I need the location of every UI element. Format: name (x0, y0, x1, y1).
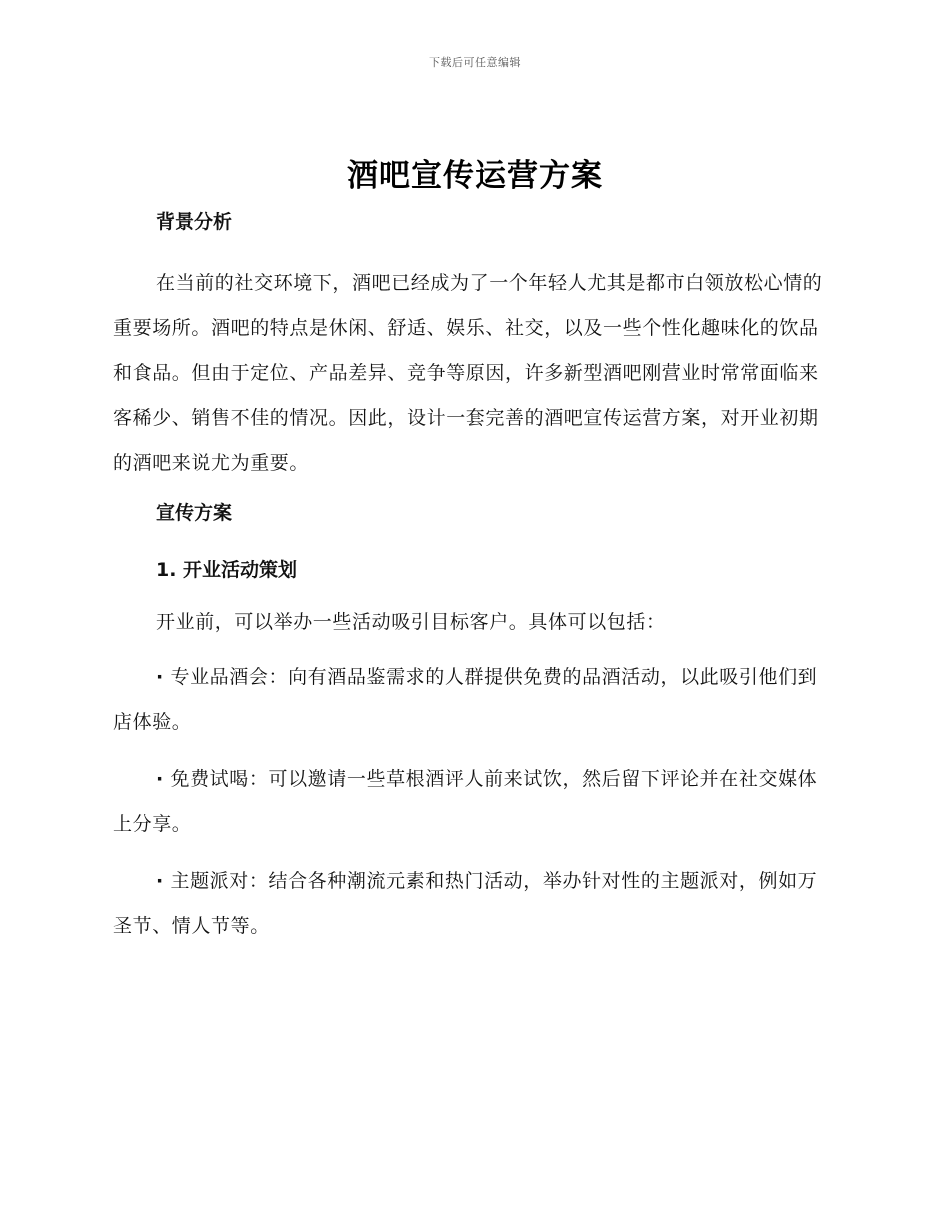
document-body (113, 204, 833, 958)
bullet-item-theme-party (113, 859, 833, 949)
background-paragraph: 在当前的社交环境下，酒吧已经成为了一个年轻人尤其是都市白领放松心情的重要场所。酒吧的特点是休闲、舒适、娱乐、社交，以及一些个性化趣味化的饮品和食品。但由于定位、产品差异、竞争等原因，许多新型酒吧刚营业时常常面临来客稀少、销售不佳的情况。因此，设计一套完善的酒吧宣传运营方案，对开业初期的酒吧来说尤为重要。 (113, 272, 823, 474)
bullet-item-free-trial (113, 757, 833, 847)
bullet-item-tasting (113, 655, 833, 745)
intro-paragraph: 开业前，可以举办一些活动吸引目标客户。具体可以包括： (156, 611, 666, 633)
header-note: 下载后可任意编辑 (429, 56, 521, 69)
document-title: 酒吧宣传运营方案 (347, 158, 603, 194)
subsection-heading-opening-events: 1. 开业活动策划 (156, 559, 298, 581)
section-heading-promotion: 宣传方案 (156, 502, 233, 524)
bullet-marker: · (156, 768, 164, 790)
bullet-marker: · (156, 870, 164, 892)
section-heading-background: 背景分析 (156, 211, 233, 233)
bullet-marker: · (156, 666, 164, 688)
bullet-text: 专业品酒会：向有酒品鉴需求的人群提供免费的品酒活动，以此吸引他们到店体验。 (113, 666, 818, 733)
bullet-text: 免费试喝：可以邀请一些草根酒评人前来试饮，然后留下评论并在社交媒体上分享。 (113, 768, 818, 835)
bullet-text: 主题派对：结合各种潮流元素和热门活动，举办针对性的主题派对，例如万圣节、情人节等。 (113, 870, 818, 937)
